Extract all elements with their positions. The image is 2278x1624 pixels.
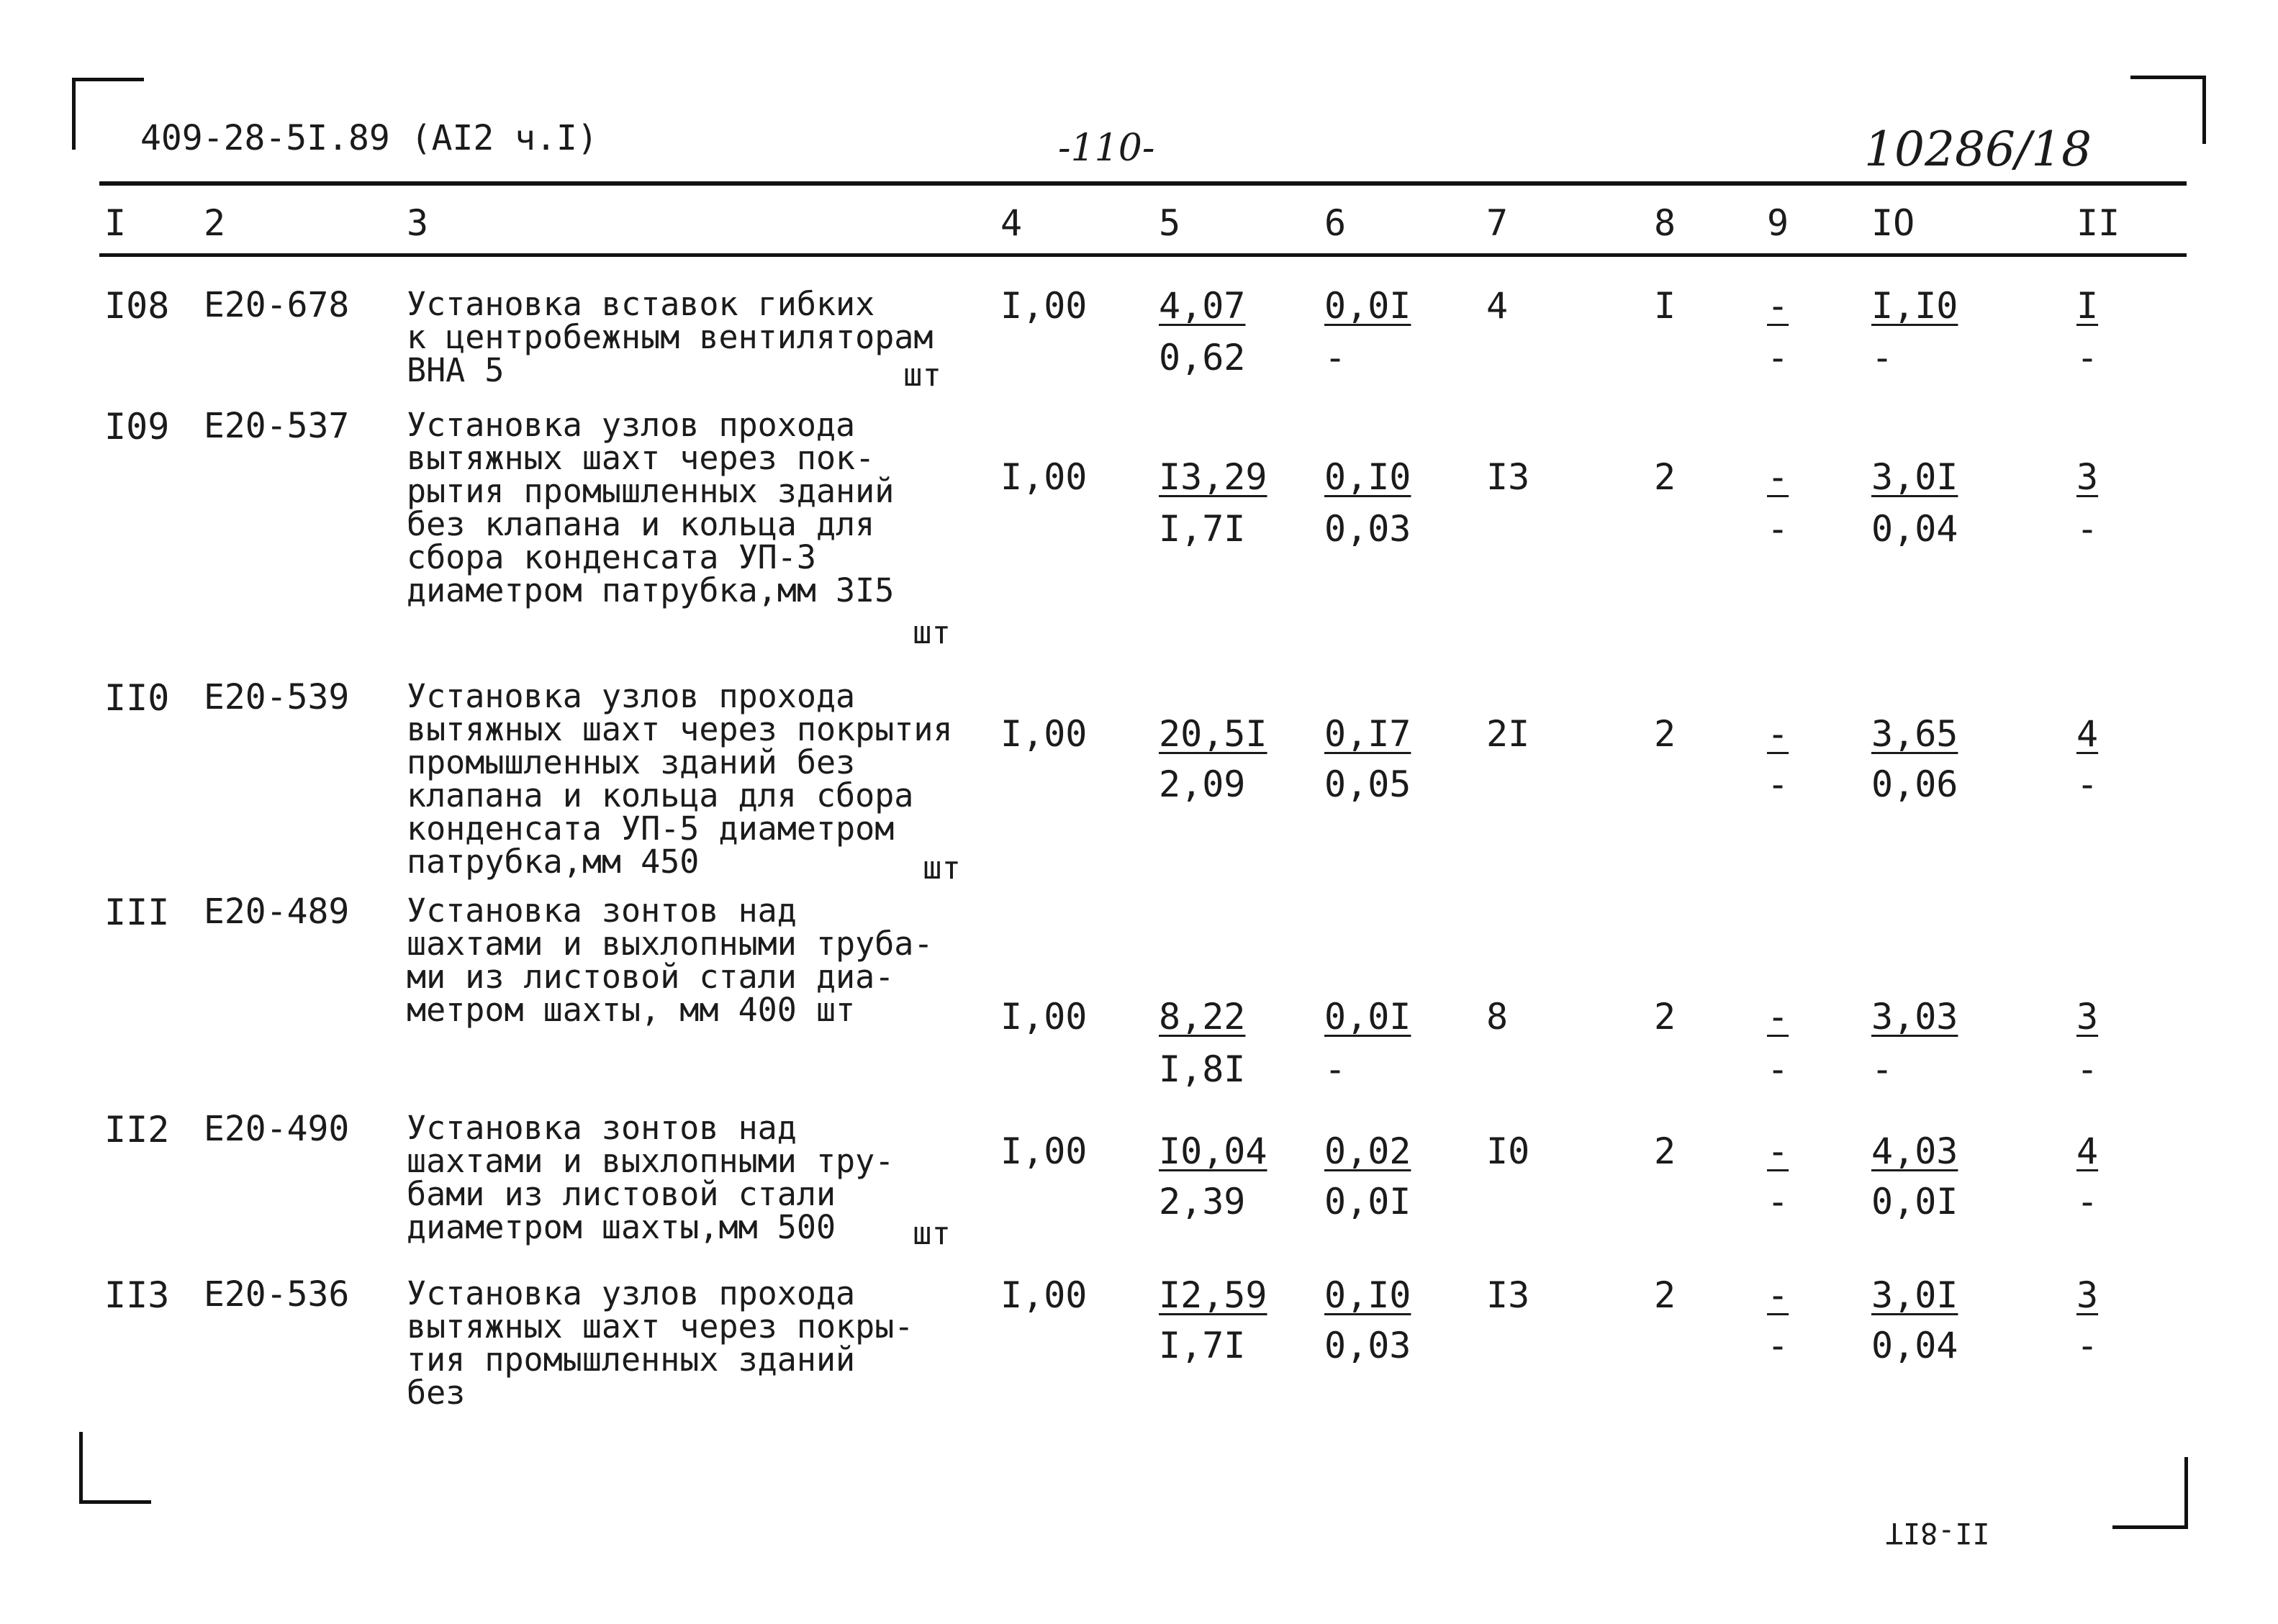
value-col6-bottom: 0,03: [1324, 508, 1411, 550]
row-number: II2: [104, 1109, 170, 1151]
column-header-1: I: [104, 202, 127, 244]
header-rule: [99, 181, 2187, 186]
value-col9-top: -: [1767, 1274, 1789, 1316]
value-col9-bottom: -: [1767, 508, 1789, 550]
value-col11-bottom: -: [2076, 1181, 2099, 1222]
value-col8: 2: [1654, 713, 1676, 755]
row-number: I09: [104, 406, 170, 448]
value-col10-top: 4,03: [1871, 1130, 1958, 1172]
rate-code: E20-539: [204, 677, 350, 717]
column-header-11: II: [2076, 202, 2120, 244]
column-header-8: 8: [1654, 202, 1676, 244]
rate-code: E20-536: [204, 1274, 350, 1315]
value-col5-bottom: 2,09: [1159, 763, 1246, 805]
value-col8: 2: [1654, 1130, 1676, 1172]
work-description: Установка узлов прохода вытяжных шахт через покрытия промышленных зданий без клапана и кольца для сбора конденсата УП-5 диаметром патрубка,мм 450: [407, 677, 953, 881]
value-col11-top: 4: [2076, 713, 2099, 755]
column-header-10: IO: [1871, 202, 1915, 244]
column-header-rule: [99, 253, 2187, 257]
value-col8: 2: [1654, 456, 1676, 498]
crop-mark-top-left: [72, 78, 144, 150]
column-header-9: 9: [1767, 202, 1789, 244]
value-col6-bottom: 0,03: [1324, 1325, 1411, 1366]
column-header-3: 3: [407, 202, 429, 244]
value-col5-top: 8,22: [1159, 996, 1246, 1038]
value-col10-top: I,I0: [1871, 285, 1958, 327]
value-col7: 2I: [1486, 713, 1530, 755]
value-col9-top: -: [1767, 285, 1789, 327]
value-col10-top: 3,03: [1871, 996, 1958, 1038]
value-col7: 8: [1486, 996, 1509, 1038]
value-col9-top: -: [1767, 456, 1789, 498]
value-col10-bottom: 0,04: [1871, 508, 1958, 550]
page-number: -110-: [1058, 127, 1155, 170]
page-footer-code: II-8IT: [1886, 1516, 1990, 1549]
value-col5-top: I0,04: [1159, 1130, 1267, 1172]
value-col6-top: 0,I0: [1324, 1274, 1411, 1316]
value-col10-bottom: 0,04: [1871, 1325, 1958, 1366]
value-col9-bottom: -: [1767, 337, 1789, 378]
value-col10-top: 3,65: [1871, 713, 1958, 755]
unit-label: шт: [913, 614, 951, 651]
row-number: II3: [104, 1274, 170, 1316]
row-number: II0: [104, 677, 170, 719]
value-col5-top: I3,29: [1159, 456, 1267, 498]
work-description: Установка зонтов над шахтами и выхлопными труба- ми из листовой стали диа- метром шахты, мм 400 шт: [407, 892, 934, 1029]
value-col5-bottom: I,7I: [1159, 1325, 1246, 1366]
value-col6-top: 0,0I: [1324, 285, 1411, 327]
value-col9-top: -: [1767, 1130, 1789, 1172]
value-col6-bottom: -: [1324, 1048, 1347, 1090]
work-description: Установка узлов прохода вытяжных шахт через пок- рытия промышленных зданий без клапана и кольца для сбора конденсата УП-3 диаметром патрубка,мм 3I5: [407, 406, 895, 609]
quantity: I,00: [1000, 285, 1088, 327]
value-col5-bottom: 0,62: [1159, 337, 1246, 378]
value-col11-top: 3: [2076, 1274, 2099, 1316]
column-header-5: 5: [1159, 202, 1181, 244]
rate-code: E20-490: [204, 1109, 350, 1149]
unit-label: шт: [903, 357, 941, 394]
value-col10-top: 3,0I: [1871, 456, 1958, 498]
value-col8: I: [1654, 285, 1676, 327]
work-description: Установка зонтов над шахтами и выхлопными тру- бами из листовой стали диаметром шахты,мм 500: [407, 1109, 895, 1246]
value-col11-bottom: -: [2076, 1325, 2099, 1366]
crop-mark-bottom-right: [2112, 1457, 2188, 1529]
column-header-2: 2: [204, 202, 226, 244]
rate-code: E20-537: [204, 406, 350, 446]
value-col5-bottom: I,7I: [1159, 508, 1246, 550]
quantity: I,00: [1000, 1130, 1088, 1172]
rate-code: E20-678: [204, 285, 350, 325]
column-header-6: 6: [1324, 202, 1347, 244]
sheet-number: 10286/18: [1864, 122, 2092, 177]
value-col10-bottom: -: [1871, 1048, 1894, 1090]
value-col11-top: 3: [2076, 456, 2099, 498]
value-col5-top: 4,07: [1159, 285, 1246, 327]
value-col7: I3: [1486, 1274, 1530, 1316]
unit-label: шт: [923, 850, 961, 886]
unit-label: шт: [913, 1215, 951, 1252]
value-col11-bottom: -: [2076, 763, 2099, 805]
value-col9-bottom: -: [1767, 1325, 1789, 1366]
value-col11-top: I: [2076, 285, 2099, 327]
value-col9-bottom: -: [1767, 763, 1789, 805]
value-col10-bottom: 0,06: [1871, 763, 1958, 805]
value-col9-top: -: [1767, 996, 1789, 1038]
work-description: Установка узлов прохода вытяжных шахт через покры- тия промышленных зданий без: [407, 1274, 914, 1412]
value-col9-bottom: -: [1767, 1048, 1789, 1090]
value-col11-bottom: -: [2076, 508, 2099, 550]
crop-mark-bottom-left: [79, 1432, 151, 1504]
value-col6-top: 0,I7: [1324, 713, 1411, 755]
document-code: 409-28-5I.89 (AI2 ч.I): [140, 118, 598, 158]
value-col9-bottom: -: [1767, 1181, 1789, 1222]
quantity: I,00: [1000, 1274, 1088, 1316]
value-col5-bottom: 2,39: [1159, 1181, 1246, 1222]
value-col11-top: 3: [2076, 996, 2099, 1038]
row-number: I08: [104, 285, 170, 327]
value-col6-bottom: -: [1324, 337, 1347, 378]
quantity: I,00: [1000, 456, 1088, 498]
value-col10-bottom: 0,0I: [1871, 1181, 1958, 1222]
column-header-4: 4: [1000, 202, 1023, 244]
value-col10-top: 3,0I: [1871, 1274, 1958, 1316]
rate-code: E20-489: [204, 892, 350, 932]
work-description: Установка вставок гибких к центробежным вентиляторам ВНА 5: [407, 285, 934, 389]
value-col5-bottom: I,8I: [1159, 1048, 1246, 1090]
value-col11-top: 4: [2076, 1130, 2099, 1172]
value-col6-top: 0,I0: [1324, 456, 1411, 498]
quantity: I,00: [1000, 996, 1088, 1038]
row-number: III: [104, 892, 170, 933]
column-header-7: 7: [1486, 202, 1509, 244]
value-col6-top: 0,02: [1324, 1130, 1411, 1172]
value-col7: 4: [1486, 285, 1509, 327]
value-col11-bottom: -: [2076, 1048, 2099, 1090]
value-col7: I3: [1486, 456, 1530, 498]
value-col6-bottom: 0,0I: [1324, 1181, 1411, 1222]
value-col6-bottom: 0,05: [1324, 763, 1411, 805]
value-col6-top: 0,0I: [1324, 996, 1411, 1038]
quantity: I,00: [1000, 713, 1088, 755]
crop-mark-top-right: [2130, 76, 2206, 144]
value-col10-bottom: -: [1871, 337, 1894, 378]
value-col7: I0: [1486, 1130, 1530, 1172]
value-col11-bottom: -: [2076, 337, 2099, 378]
value-col5-top: I2,59: [1159, 1274, 1267, 1316]
value-col5-top: 20,5I: [1159, 713, 1267, 755]
value-col8: 2: [1654, 996, 1676, 1038]
value-col9-top: -: [1767, 713, 1789, 755]
value-col8: 2: [1654, 1274, 1676, 1316]
